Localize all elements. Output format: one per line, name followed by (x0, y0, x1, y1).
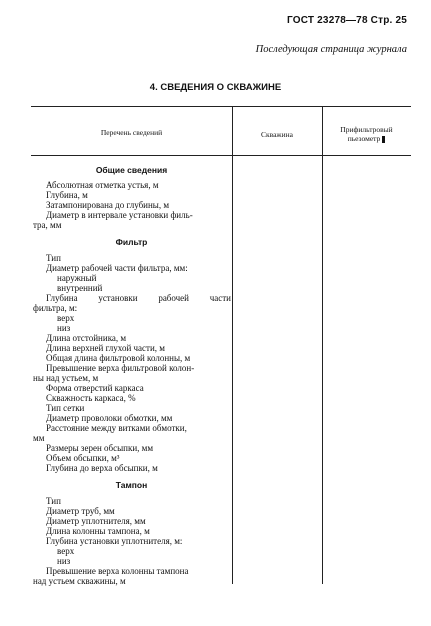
list-item: Затампонирована до глубины, м (46, 200, 170, 210)
list-item: тра, мм (33, 220, 62, 230)
depth-label-word-4: части (209, 293, 231, 303)
list-item: Глубина, м (46, 190, 88, 200)
list-item: Длина верхней глухой части, м (46, 343, 165, 353)
list-item: Расстояние между витками обмотки, (46, 423, 187, 433)
list-item: Длина колонны тампона, м (46, 526, 150, 536)
list-item: Диаметр уплотнителя, мм (46, 516, 146, 526)
list-item: наружный (57, 273, 97, 283)
list-item: Диаметр труб, мм (46, 506, 115, 516)
list-item: верх (57, 313, 75, 323)
column-header-well: Скважина (261, 130, 293, 139)
column-divider-1 (232, 106, 233, 584)
list-item: внутренний (57, 283, 103, 293)
list-item: Превышение верха фильтровой колон- (46, 363, 195, 373)
column-header-piezometer (322, 125, 411, 143)
depth-label-word-3: рабочей (158, 293, 189, 303)
list-item: Размеры зерен обсыпки, мм (46, 443, 154, 453)
list-item: фильтра, м: (33, 303, 78, 313)
table-top-rule (31, 106, 411, 107)
list-item: Объем обсыпки, м³ (46, 453, 120, 463)
list-item: низ (57, 323, 71, 333)
list-item: Диаметр рабочей части фильтра, мм: (46, 263, 188, 273)
table-header-rule (31, 155, 411, 156)
list-item: Абсолютная отметка устья, м (46, 180, 159, 190)
column-header-items: Перечень сведений (100, 128, 163, 137)
column-divider-2 (322, 106, 323, 584)
list-item: Общая длина фильтровой колонны, м (46, 353, 191, 363)
section-general-title: Общие сведения (95, 165, 168, 175)
depth-label-word-2: установки (98, 293, 138, 303)
list-item: Тип сетки (46, 403, 85, 413)
list-item: Глубина установки уплотнителя, м: (46, 536, 183, 546)
list-item: Форма отверстий каркаса (46, 383, 144, 393)
piezometer-header-line1: Прифильтровый (340, 125, 393, 134)
footnote-mark-icon (382, 136, 385, 143)
depth-label-word-1: Глубина (46, 293, 78, 303)
list-item: мм (33, 433, 45, 443)
list-item: Глубина до верха обсыпки, м (46, 463, 158, 473)
list-item: Превышение верха колонны тампона (46, 566, 189, 576)
list-item: Тип (46, 253, 61, 263)
section-filter-title: Фильтр (115, 237, 148, 247)
list-item (46, 293, 231, 303)
list-item: Скважность каркаса, % (46, 393, 136, 403)
doc-reference: ГОСТ 23278—78 Стр. 25 (287, 15, 407, 26)
list-item: Диаметр проволоки обмотки, мм (46, 413, 173, 423)
list-item: над устьем скважины, м (33, 576, 126, 586)
list-item: низ (57, 556, 71, 566)
section-title: 4. СВЕДЕНИЯ О СКВАЖИНЕ (149, 82, 282, 93)
list-item: ны над устьем, м (33, 373, 99, 383)
section-plug-title: Тампон (115, 480, 148, 490)
continuation-note: Последующая страница журнала (255, 44, 407, 55)
list-item: Тип (46, 496, 61, 506)
list-item: верх (57, 546, 75, 556)
list-item: Диаметр в интервале установки филь- (46, 210, 193, 220)
list-item: Длина отстойника, м (46, 333, 127, 343)
piezometer-header-line2: пьезометр (322, 134, 411, 143)
